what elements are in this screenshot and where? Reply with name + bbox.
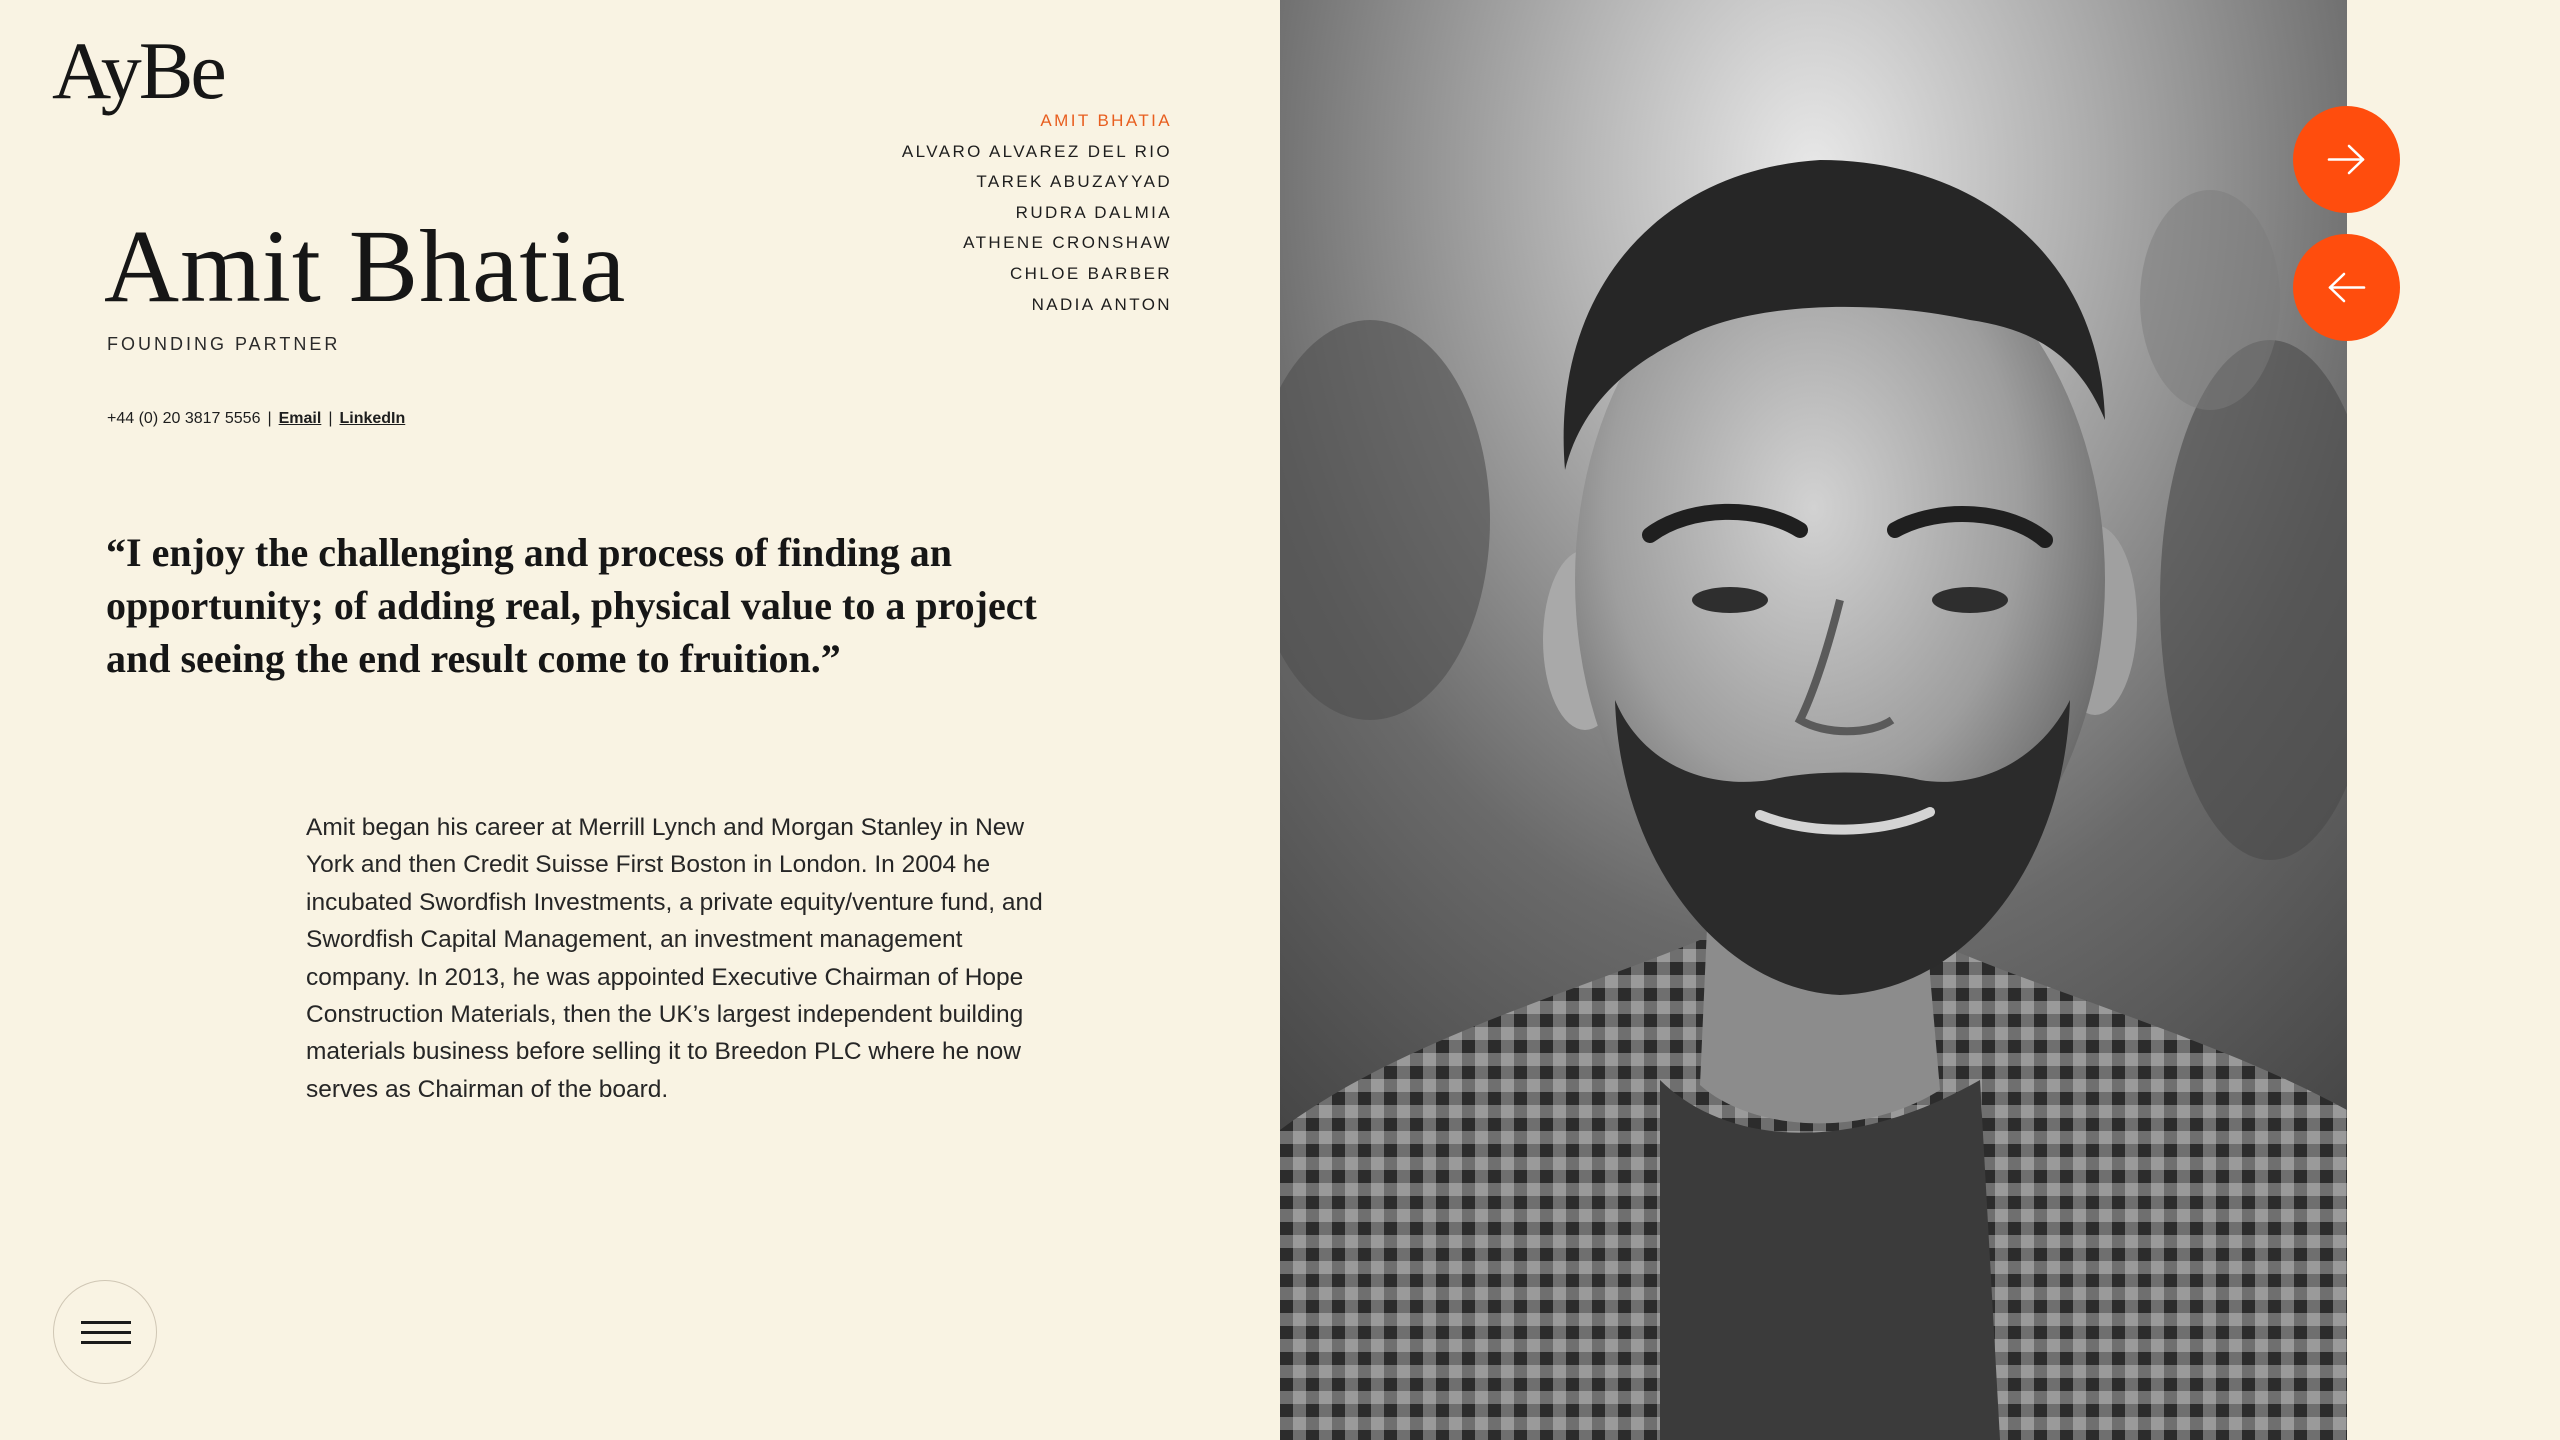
- person-name: Amit Bhatia: [104, 209, 627, 324]
- brand-logo[interactable]: AyBe: [52, 25, 224, 116]
- person-role: FOUNDING PARTNER: [107, 334, 341, 354]
- team-nav-item-chloe-barber[interactable]: CHLOE BARBER: [1009, 263, 1172, 283]
- team-nav-item-alvaro-alvarez-del-rio[interactable]: ALVARO ALVAREZ DEL RIO: [901, 141, 1172, 161]
- phone-number: +44 (0) 20 3817 5556: [107, 410, 261, 427]
- arrow-right-icon: [2326, 139, 2367, 180]
- next-button[interactable]: [2293, 106, 2400, 213]
- team-nav-item-nadia-anton[interactable]: NADIA ANTON: [1031, 294, 1172, 314]
- previous-button[interactable]: [2293, 234, 2400, 341]
- team-nav-item-athene-cronshaw[interactable]: ATHENE CRONSHAW: [963, 233, 1172, 253]
- arrow-left-icon: [2326, 267, 2367, 308]
- contact-separator: |: [328, 410, 333, 427]
- contact-line: [107, 410, 405, 428]
- portrait-photo: [1280, 0, 2347, 1440]
- team-nav: [902, 106, 1172, 320]
- pull-quote: “I enjoy the challenging and process of finding an opportunity; of adding real, physical value to a project and seeing the end result come to fruition.”: [106, 530, 1037, 681]
- team-nav-item-tarek-abuzayyad[interactable]: TAREK ABUZAYYAD: [976, 172, 1172, 192]
- linkedin-link[interactable]: LinkedIn: [339, 410, 406, 427]
- contact-separator: |: [267, 410, 272, 427]
- menu-button[interactable]: [53, 1280, 157, 1384]
- team-nav-item-rudra-dalmia[interactable]: RUDRA DALMIA: [1015, 202, 1172, 222]
- biography: Amit began his career at Merrill Lynch and Morgan Stanley in New York and then Credit Suisse First Boston in London. In 2004 he incubated Swordfish Investments, a private equity/venture fund, and Swordfish Capital Management, an investment management company. In 2013, he was appointed Executive Chairman of Hope Construction Materials, then the UK’s largest independent building materials business before selling it to Breedon PLC where he now serves as Chairman of the board.: [306, 814, 1043, 1103]
- team-nav-item-amit-bhatia[interactable]: AMIT BHATIA: [1040, 111, 1172, 130]
- email-link[interactable]: Email: [278, 410, 322, 427]
